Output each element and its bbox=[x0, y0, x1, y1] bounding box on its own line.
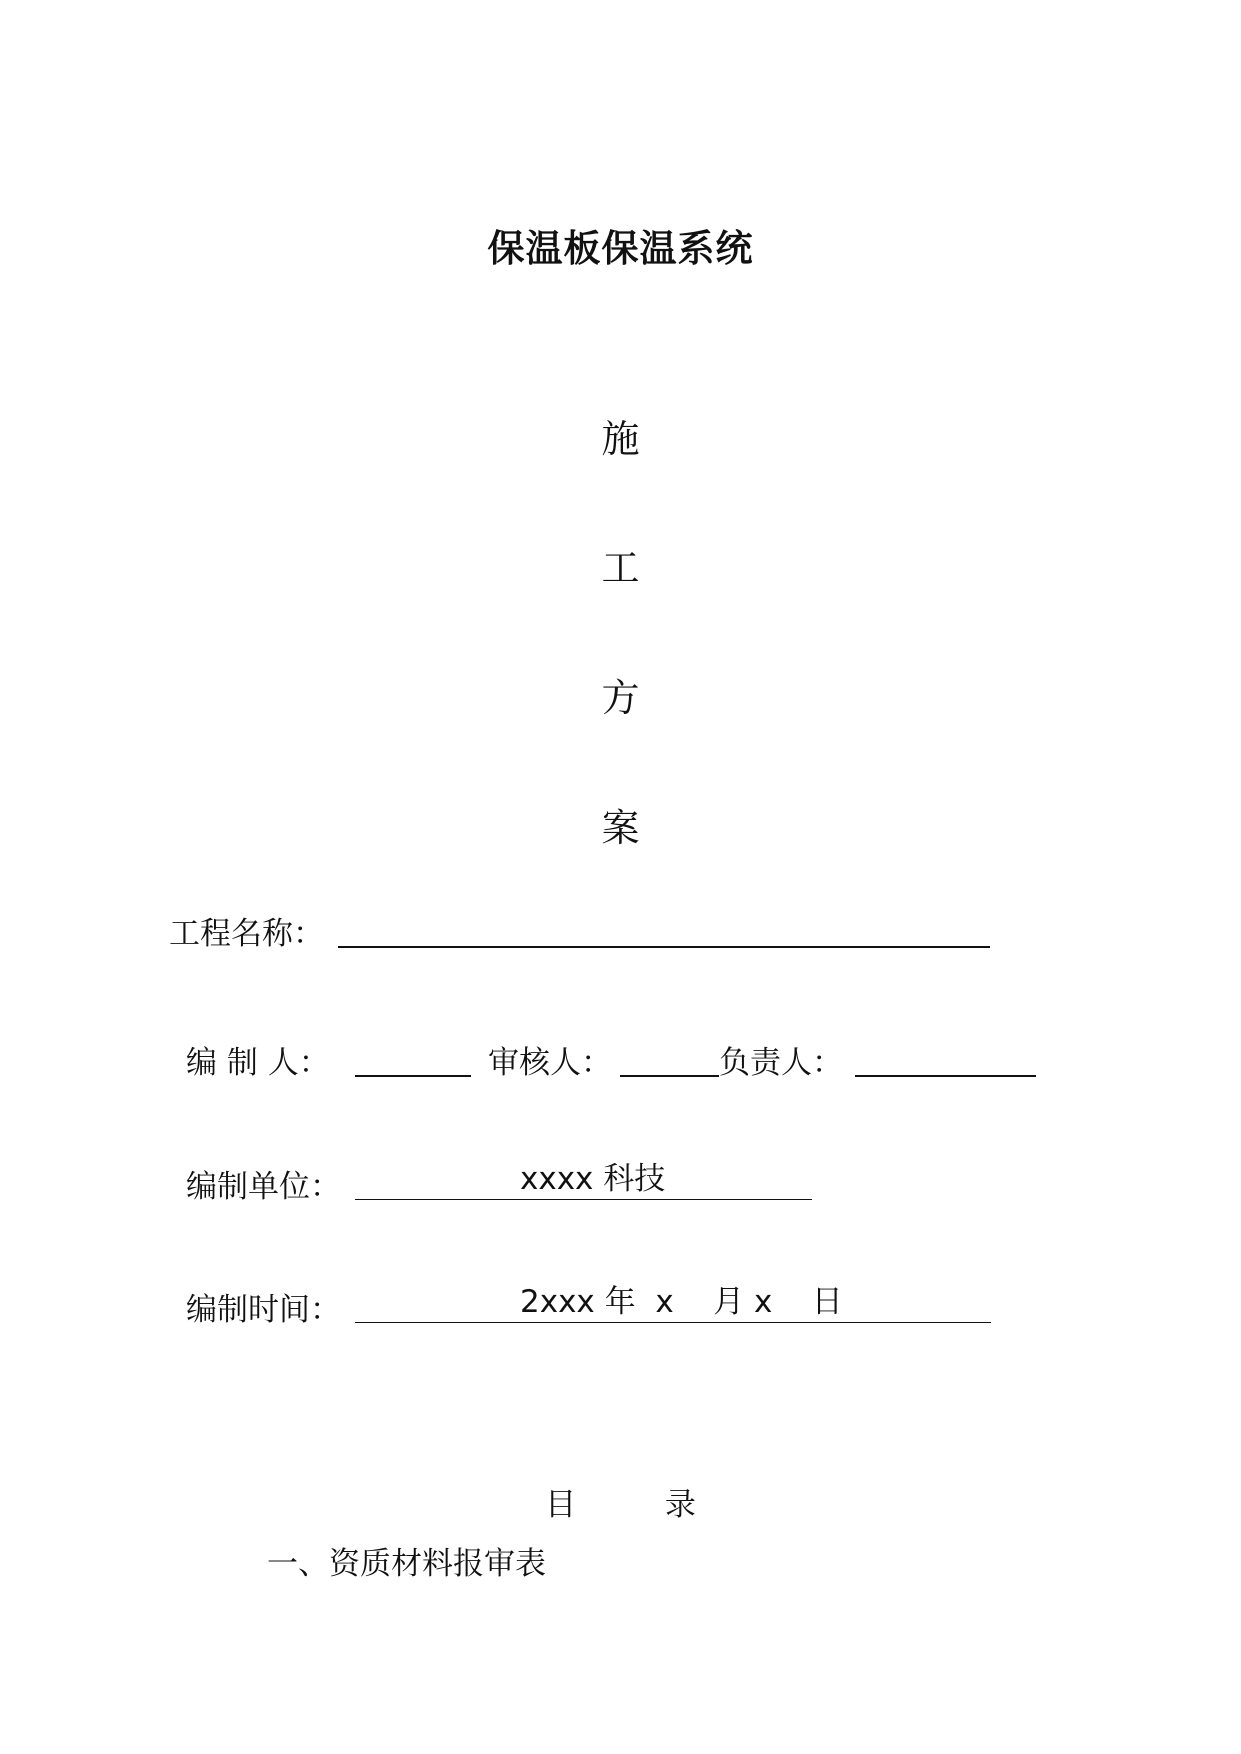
unit-field[interactable] bbox=[355, 1161, 812, 1200]
unit-value: xxxx 科技 bbox=[520, 1161, 666, 1197]
project-name-label: 工程名称： bbox=[169, 916, 324, 952]
toc-title: 目 录 bbox=[545, 1487, 696, 1523]
date-label: 编制时间： bbox=[186, 1292, 341, 1328]
responsible-label: 负责人： bbox=[719, 1045, 843, 1081]
document-title: 保温板保温系统 bbox=[487, 226, 754, 270]
reviewer-field[interactable] bbox=[620, 1037, 719, 1077]
vertical-char-3: 方 bbox=[601, 676, 640, 720]
vertical-char-1: 施 bbox=[601, 417, 640, 461]
unit-label: 编制单位： bbox=[186, 1169, 341, 1205]
date-value: 2xxx 年 x 月 x 日 bbox=[520, 1284, 843, 1320]
vertical-char-4: 案 bbox=[601, 806, 640, 850]
compiler-label: 编 制 人： bbox=[186, 1045, 330, 1081]
date-field[interactable] bbox=[355, 1284, 991, 1323]
responsible-field[interactable] bbox=[855, 1037, 1036, 1077]
toc-item-1[interactable]: 一、资质材料报审表 bbox=[267, 1546, 546, 1582]
vertical-char-2: 工 bbox=[601, 546, 640, 590]
compiler-field[interactable] bbox=[355, 1037, 471, 1077]
project-name-field[interactable] bbox=[338, 908, 990, 948]
reviewer-label: 审核人： bbox=[488, 1045, 612, 1081]
